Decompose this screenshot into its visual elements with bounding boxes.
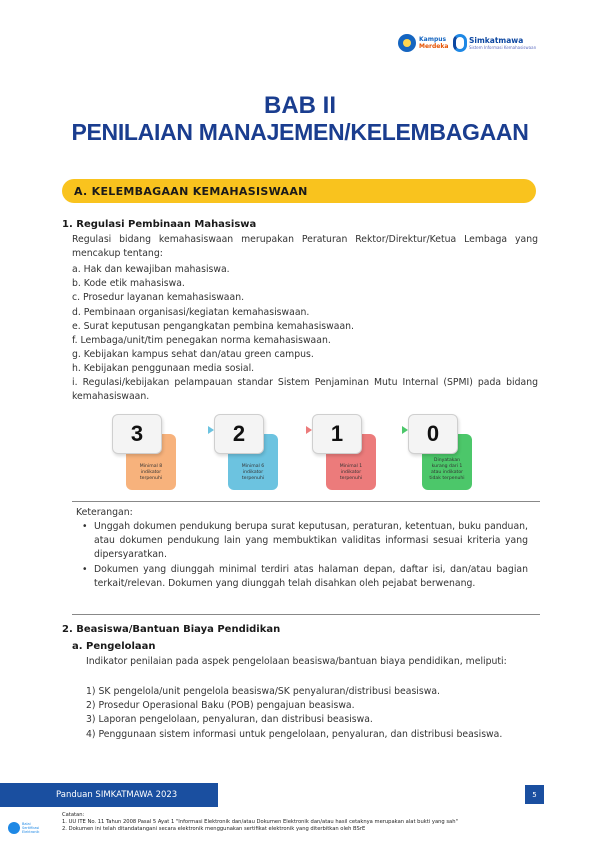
list-item: d. Pembinaan organisasi/kegiatan kemahasiswaan. <box>72 306 310 318</box>
list-item: • Dokumen yang diunggah minimal terdiri atas halaman depan, daftar isi, dan/atau bagian terkait/relevan. Dokumen yang diunggah telah disahkan oleh pejabat berwenang. <box>82 563 528 591</box>
arrow-right-icon <box>296 427 312 433</box>
score-desc: Dinyatakan kurang dari 1 atau indikator tidak terpenuhi <box>429 458 465 481</box>
keterangan-label: Keterangan: <box>76 507 133 518</box>
pengelolaan-list <box>86 685 502 742</box>
tut-wuri-icon <box>398 34 416 52</box>
regulasi-list <box>72 263 354 377</box>
bsre-icon <box>8 822 20 834</box>
header-logos <box>398 34 536 52</box>
list-item: e. Surat keputusan pengangkatan pembina kemahasiswaan. <box>72 320 354 332</box>
list-item: b. Kode etik mahasiswa. <box>72 278 185 290</box>
footer-guide-bar <box>0 783 218 807</box>
list-item: 2) Prosedur Operasional Baku (POB) pengajuan beasiswa. <box>86 700 355 712</box>
score-step-3 <box>112 414 176 494</box>
divider <box>72 614 540 615</box>
pengelolaan-intro: Indikator penilaian pada aspek pengelolaan beasiswa/bantuan biaya pendidikan, meliputi: <box>86 656 507 667</box>
page-number: 5 <box>525 785 544 804</box>
list-item: • Unggah dokumen pendukung berupa surat keputusan, peraturan, ketentuan, buku panduan, atau dokumen pendukung lain yang membuktikan validitas informasi sesuai kriteria yang dipersyaratkan. <box>82 520 528 563</box>
notes-title: Catatan: <box>62 812 85 818</box>
list-item: a. Hak dan kewajiban mahasiswa. <box>72 264 230 275</box>
bsre-logo <box>8 822 44 835</box>
list-item: c. Prosedur layanan kemahasiswaan. <box>72 292 245 304</box>
score-number: 2 <box>214 414 264 454</box>
kampus-merdeka-logo <box>398 34 449 52</box>
list-item: 1) SK pengelola/unit pengelola beasiswa/SK penyaluran/distribusi beasiswa. <box>86 686 440 697</box>
logo-a-line2: Merdeka <box>419 43 449 50</box>
score-number: 0 <box>408 414 458 454</box>
arrow-right-icon <box>198 427 214 433</box>
chapter-number: BAB II <box>264 92 336 119</box>
logo-b-tagline: Sistem Informasi Kemahasiswaan <box>469 45 537 50</box>
regulasi-intro: Regulasi bidang kemahasiswaan merupakan Peraturan Rektor/Direktur/Ketua Lembaga yang mencakup tentang: <box>72 234 538 260</box>
score-desc: Minimal 1 indikator terpenuhi <box>339 464 363 481</box>
score-desc: Minimal 8 indikator terpenuhi <box>139 464 163 481</box>
note-2: 2. Dokumen ini telah ditandatangani secara elektronik menggunakan sertifikat elektronik yang diterbitkan oleh BSrE <box>62 826 366 832</box>
regulasi-heading: 1. Regulasi Pembinaan Mahasiswa <box>62 219 257 230</box>
list-item: 4) Penggunaan sistem informasi untuk pengelolaan, penyaluran, dan distribusi beasiswa. <box>86 728 503 740</box>
pengelolaan-heading: a. Pengelolaan <box>72 641 156 652</box>
simkatmawa-icon <box>453 34 467 52</box>
divider <box>72 501 540 502</box>
score-number: 3 <box>112 414 162 454</box>
keterangan-list <box>82 520 528 591</box>
score-step-0 <box>408 414 472 494</box>
list-item: h. Kebijakan penggunaan media sosial. <box>72 363 255 375</box>
logo-a-line1: Kampus <box>419 36 447 43</box>
logo-b-name: Simkatmawa <box>469 36 524 45</box>
note-1: 1. UU ITE No. 11 Tahun 2008 Pasal 5 Ayat 1 "Informasi Elektronik dan/atau Dokumen Elektronik dan/atau hasil cetaknya merupakan alat bukti yang sah" <box>62 819 458 825</box>
list-item: g. Kebijakan kampus sehat dan/atau green campus. <box>72 349 314 361</box>
footer-notes <box>62 812 458 833</box>
arrow-right-icon <box>392 427 408 433</box>
regulasi-item-i: i. Regulasi/kebijakan pelampauan standar Sistem Penjaminan Mutu Internal (SPMI) pada bidang kemahasiswaan. <box>72 377 538 403</box>
score-diagram <box>112 414 492 494</box>
simkatmawa-logo <box>453 34 536 52</box>
score-desc: Minimal 6 indikator terpenuhi <box>241 464 265 481</box>
bsre-label: Balai Sertifikasi Elektronik <box>22 822 40 835</box>
list-item: 3) Laporan pengelolaan, penyaluran, dan distribusi beasiswa. <box>86 714 373 726</box>
score-step-2 <box>214 414 278 494</box>
footer-guide-label: Panduan SIMKATMAWA 2023 <box>56 790 178 800</box>
score-number: 1 <box>312 414 362 454</box>
beasiswa-heading: 2. Beasiswa/Bantuan Biaya Pendidikan <box>62 624 281 635</box>
section-a-label: A. KELEMBAGAAN KEMAHASISWAAN <box>74 184 308 198</box>
list-item: f. Lembaga/unit/tim penegakan norma kemahasiswaan. <box>72 335 331 347</box>
chapter-title: PENILAIAN MANAJEMEN/KELEMBAGAAN <box>71 119 529 145</box>
score-step-1 <box>312 414 376 494</box>
section-a-banner <box>62 179 536 203</box>
